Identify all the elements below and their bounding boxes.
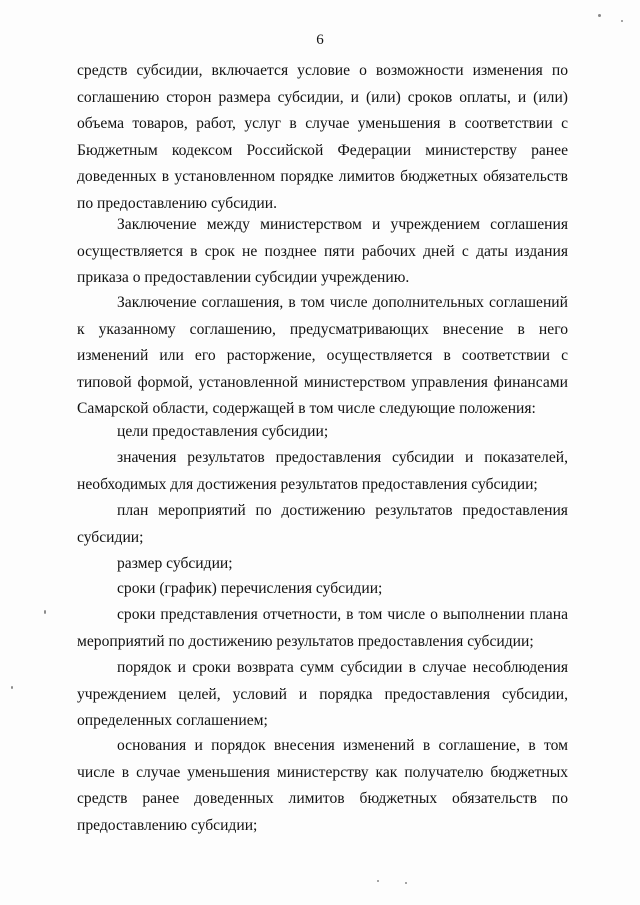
list-item-action-plan: план мероприятий по достижению результатов предоставления субсидии;: [77, 502, 568, 546]
list-item-goals: цели предоставления субсидии;: [117, 423, 329, 440]
list-item-transfer-schedule: сроки (график) перечисления субсидии;: [117, 580, 383, 597]
paragraph-1: средств субсидии, включается условие о возможности изменения по соглашению сторон размера субсидии, и (или) сроков оплаты, и (или) объема товаров, работ, услуг в случае уменьшения в соответствии с Бюджетным кодексом Российской Федерации министерству ранее доведенных в установленном порядке лимитов бюджетных обязательств по предоставлению субсидии.: [77, 62, 568, 212]
list-item-amendment-grounds: основания и порядок внесения изменений в соглашение, в том числе в случае уменьшения министерству как получателю бюджетных средств ранее доведенных лимитов бюджетных обязательств по предоставлению субсидии;: [77, 737, 568, 834]
page-number: 6: [316, 32, 324, 48]
list-item-subsidy-size: размер субсидии;: [117, 555, 233, 572]
scan-speck: [44, 610, 46, 614]
scan-speck: [598, 14, 601, 17]
list-item-results-values: значения результатов предоставления субсидии и показателей, необходимых для достижения результатов предоставления субсидии;: [77, 449, 568, 493]
list-item-refund-procedure: порядок и сроки возврата сумм субсидии в случае несоблюдения учреждением целей, условий и порядка предоставления субсидии, определенных соглашением;: [77, 659, 568, 730]
paragraph-2: Заключение между министерством и учреждением соглашения осуществляется в срок не позднее пяти рабочих дней с даты издания приказа о предоставлении субсидии учреждению.: [77, 216, 568, 287]
scan-speck: [11, 686, 13, 689]
scan-speck: [405, 882, 407, 884]
list-item-reporting-terms: сроки представления отчетности, в том числе о выполнении плана мероприятий по достижению результатов предоставления субсидии;: [77, 606, 568, 650]
scan-speck: [377, 880, 379, 882]
scan-speck: [621, 20, 623, 22]
paragraph-3: Заключение соглашения, в том числе дополнительных соглашений к указанному соглашению, предусматривающих внесение в него изменений или его расторжение, осуществляется в соответствии с типовой формой, установленной министерством управления финансами Самарской области, содержащей в том числе следующие положения:: [77, 294, 568, 418]
